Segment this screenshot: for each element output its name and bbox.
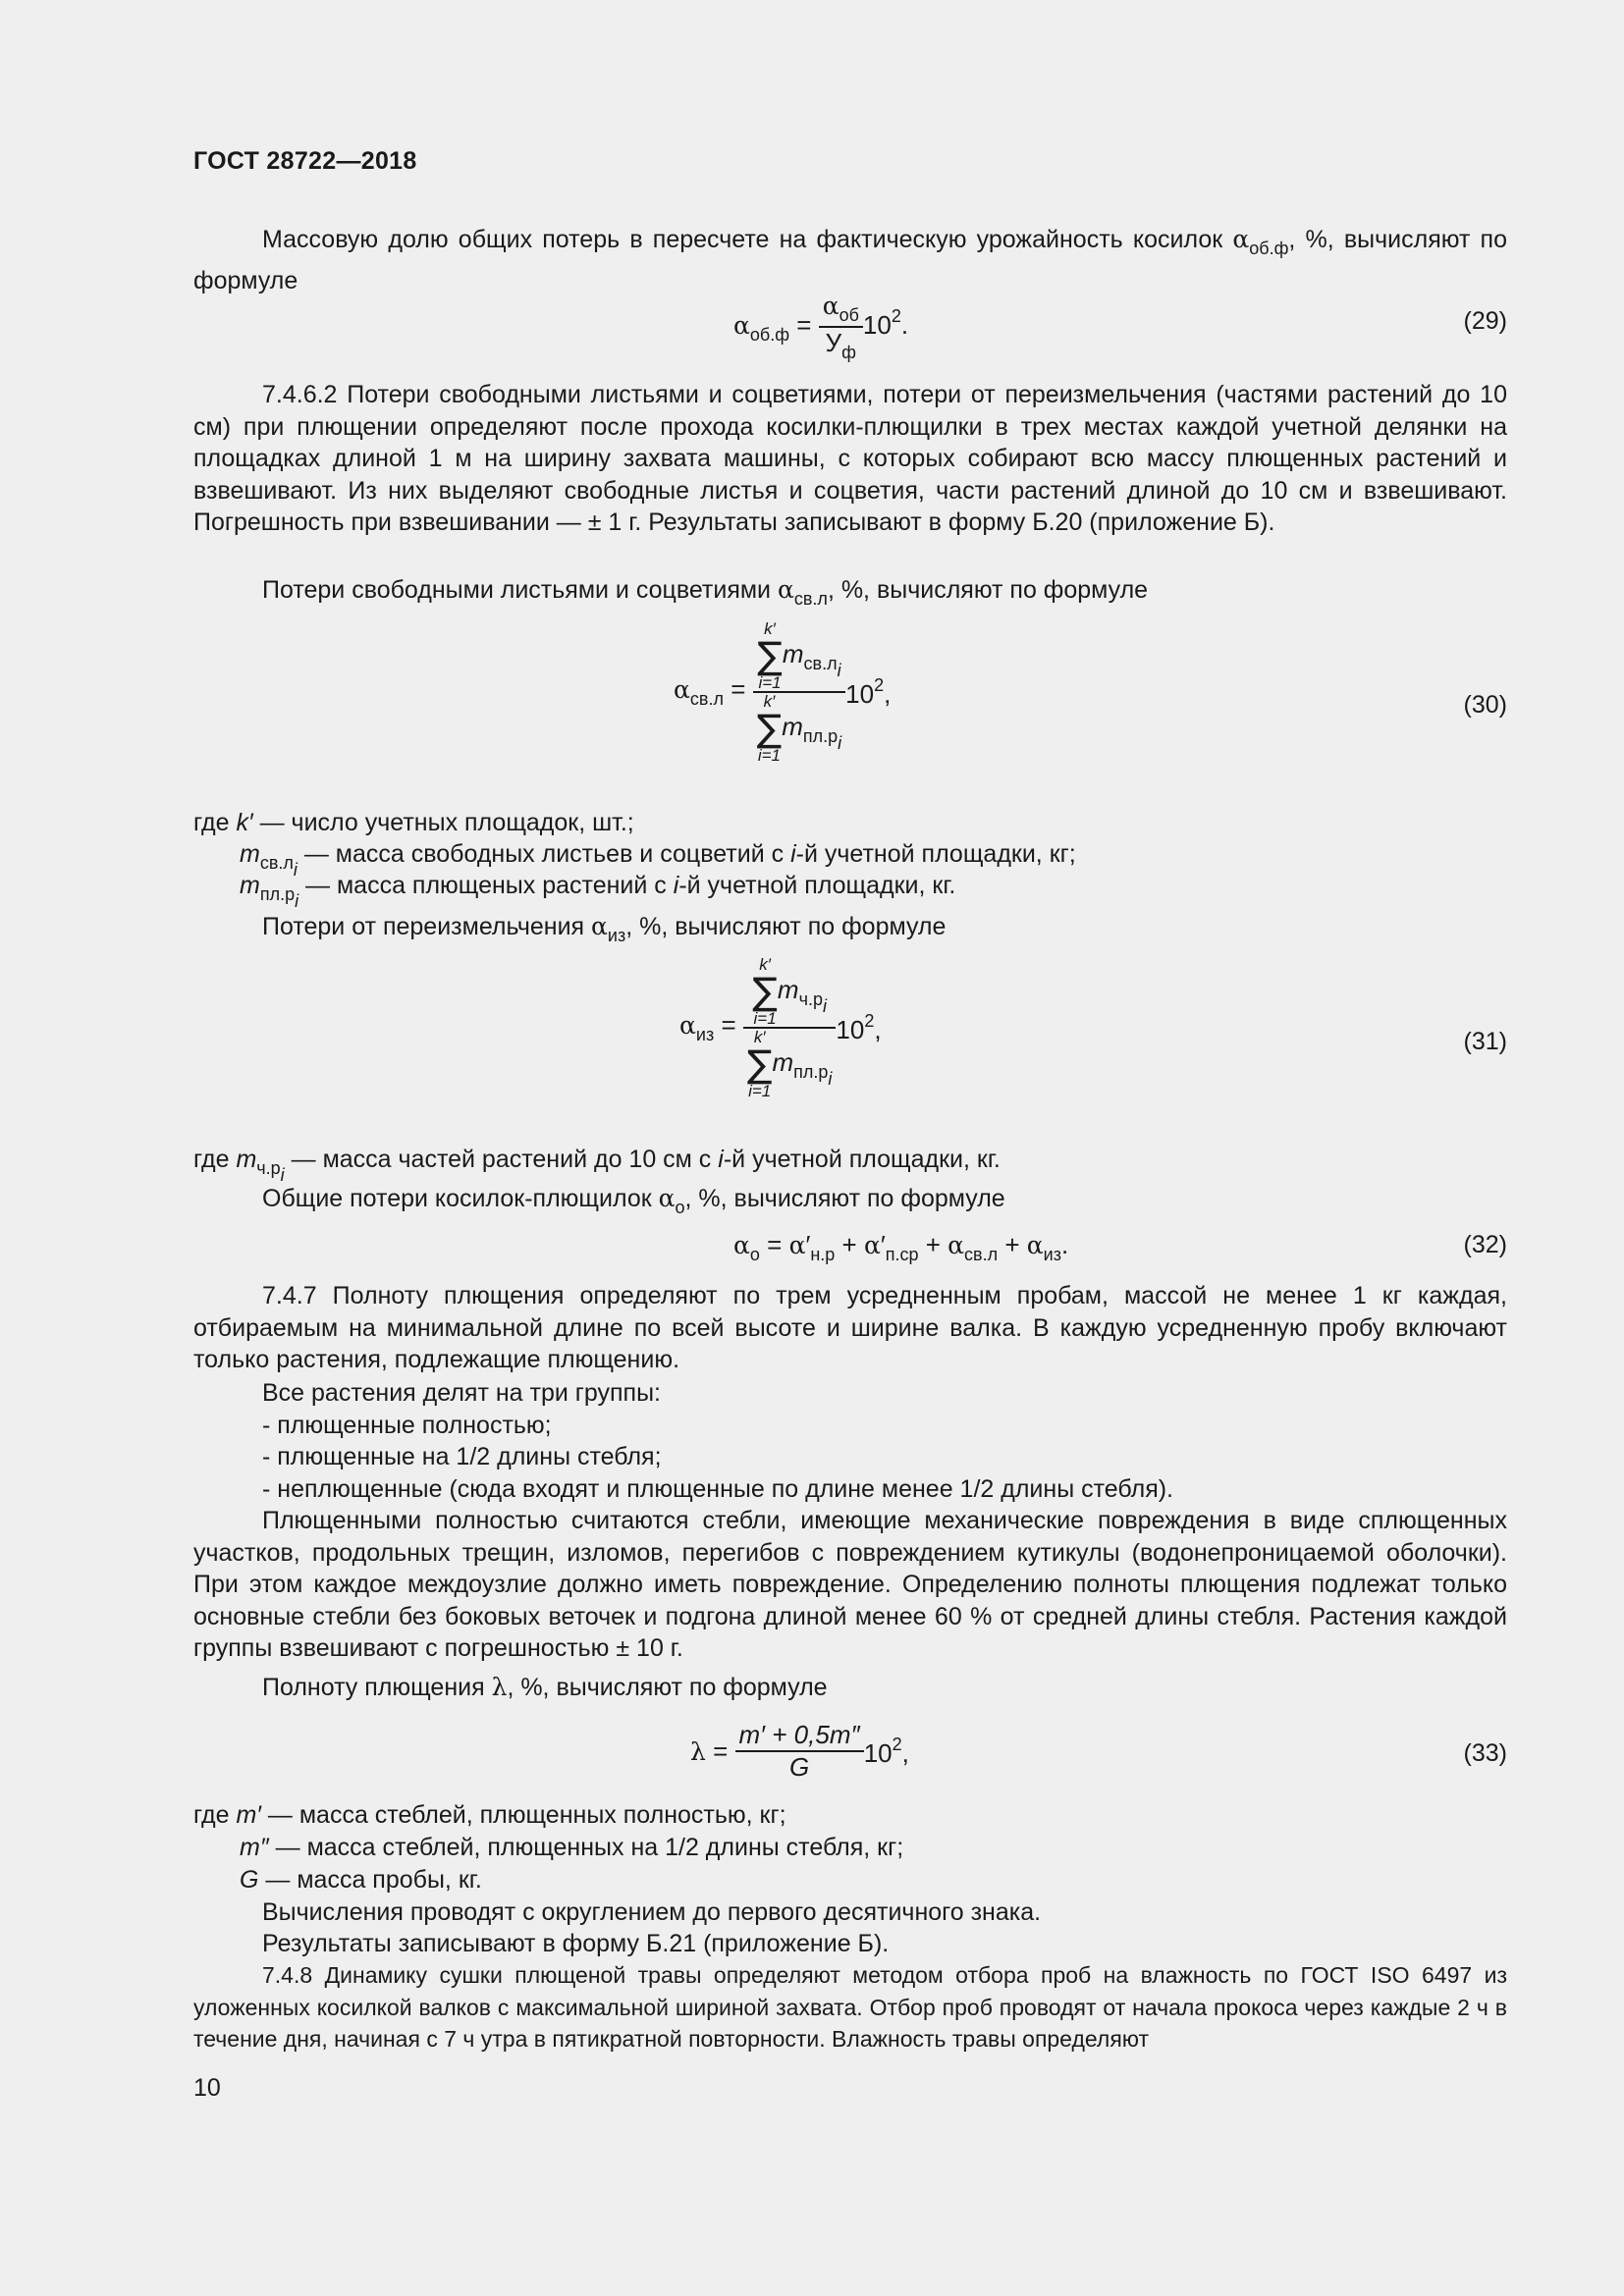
where-label: где — [193, 1146, 230, 1173]
mass-symbol: m — [782, 711, 803, 741]
lambda-symbol: λ — [491, 1673, 508, 1701]
definition-text: — масса стеблей, плющенных на 1/2 длины стебля, кг; — [275, 1834, 904, 1861]
index: i — [295, 891, 299, 911]
fraction — [735, 1720, 864, 1783]
alpha-symbol: α — [863, 1231, 881, 1259]
power-base: 10 — [862, 309, 892, 340]
list-item: - плющенные полностью; — [262, 1412, 552, 1439]
alpha-symbol: α — [777, 575, 794, 604]
alpha-symbol: α — [822, 292, 839, 320]
paragraph-747: 7.4.7 Полноту плющения определяют по трем усредненным пробам, массой не менее 1 кг каждая, отбираемым на минимальной длине по всей высоте и ширине валка. В каждую усредненную пробу включают только растения, подлежащие плющению. — [193, 1282, 1507, 1373]
definition-text: — масса плющеных растений с — [305, 872, 667, 899]
superscript: 2 — [891, 305, 901, 326]
superscript: 2 — [892, 1734, 902, 1754]
subscript: об — [839, 305, 859, 325]
sigma-icon: ∑ — [757, 634, 783, 677]
index: i — [822, 995, 827, 1016]
equals-sign: = — [721, 1010, 736, 1040]
lower-limit: i=1 — [753, 1009, 777, 1028]
definition-text: -й учетной площадки, кг. — [678, 872, 956, 899]
where-label: где — [193, 1801, 230, 1829]
subscript: ф — [841, 343, 856, 362]
equation-number: (32) — [1463, 1231, 1507, 1258]
plus-sign: + — [841, 1230, 857, 1259]
fraction — [753, 620, 846, 764]
index: i — [280, 1165, 285, 1185]
subscript: н.р — [810, 1245, 836, 1264]
subscript: св.л — [689, 689, 724, 709]
alpha-symbol: α — [658, 1184, 676, 1212]
sum-operator — [757, 693, 783, 764]
punctuation: , — [901, 1737, 909, 1768]
index: i — [790, 840, 796, 868]
paragraph-7462: 7.4.6.2 Потери свободными листьями и соцветиями, потери от переизмельчения (частями растений до 10 см) при плющении определяют после прохода косилки-плющилки в трех местах каждой учетной делянки на площадках длиной 1 м на ширину захвата машины, с которых собирают всю массу плющенных растений и взвешивают. Из них выделяют свободные листья и соцветия, части растений длиной до 10 см и взвешивают. Погрешность при взвешивании — ± 1 г. Результаты записывают в форму Б.20 (приложение Б). — [193, 381, 1507, 536]
fraction — [743, 956, 837, 1099]
paragraph-text: Полноту плющения — [262, 1674, 485, 1701]
mass-symbol: m — [240, 872, 260, 899]
index: i — [837, 660, 841, 680]
upper-limit: k′ — [763, 692, 776, 711]
mass-symbol: m — [772, 1046, 794, 1077]
variable: k′ — [236, 809, 253, 836]
paragraph-completeness — [262, 1672, 1576, 1703]
subscript: ч.р — [798, 988, 823, 1009]
definition-text: — число учетных площадок, шт.; — [259, 809, 634, 836]
index: i — [838, 732, 842, 753]
lower-limit: i=1 — [758, 673, 782, 692]
alpha-symbol: α — [947, 1231, 965, 1259]
subscript: об.ф — [749, 324, 790, 345]
where-label: где — [193, 809, 230, 836]
equation-number: (33) — [1463, 1739, 1507, 1767]
sum-operator — [747, 1029, 773, 1099]
list-intro: Все растения делят на три группы: — [262, 1379, 661, 1407]
subscript: из — [1043, 1245, 1061, 1264]
paragraph-text: Общие потери косилок-плющилок — [262, 1185, 652, 1212]
page-header: ГОСТ 28722—2018 — [193, 147, 417, 175]
subscript: пл.р — [793, 1061, 829, 1082]
subscript: из — [607, 926, 626, 945]
list-item: - неплющенные (сюда входят и плющенные по длине менее 1/2 длины стебля). — [262, 1475, 1174, 1503]
power-base: 10 — [845, 678, 875, 709]
where-m-plr — [240, 870, 1553, 917]
index: i — [293, 860, 298, 880]
alpha-symbol: α — [733, 1231, 750, 1259]
index: i — [828, 1068, 833, 1089]
alpha-symbol: α — [1232, 225, 1250, 253]
where-k — [193, 807, 1507, 838]
equals-sign: = — [731, 674, 746, 704]
plus-sign: + — [1004, 1230, 1020, 1259]
paragraph-text: , %, вычисляют по формуле — [684, 1185, 1005, 1212]
prime-mark: ′ — [880, 1230, 886, 1259]
formula-30 — [674, 620, 891, 764]
index: i — [718, 1146, 724, 1173]
variable: G — [240, 1866, 259, 1894]
equals-sign: = — [796, 309, 812, 340]
formula-29 — [733, 291, 908, 363]
punctuation: , — [874, 1014, 882, 1044]
equation-number: (31) — [1463, 1028, 1507, 1055]
alpha-symbol: α — [1026, 1231, 1044, 1259]
paragraph-total-losses — [262, 1183, 1576, 1223]
upper-limit: k′ — [753, 1028, 766, 1046]
alpha-symbol: α — [679, 1011, 696, 1040]
punctuation: , — [884, 678, 892, 709]
alpha-symbol: α — [591, 912, 608, 940]
numerator: m′ + 0,5m″ — [738, 1720, 860, 1749]
fraction — [819, 291, 863, 363]
mass-symbol: m — [777, 974, 799, 1004]
paragraph-text: , %, вычисляют по формуле — [507, 1674, 828, 1701]
index: i — [673, 872, 679, 899]
equation-number: (30) — [1463, 691, 1507, 719]
lambda-symbol: λ — [690, 1736, 706, 1766]
paragraph-text: Потери от переизмельчения — [262, 913, 585, 940]
equation-number: (29) — [1463, 307, 1507, 335]
alpha-symbol: α — [788, 1231, 806, 1259]
where-g — [240, 1864, 1553, 1896]
subscript: пл.р — [259, 884, 296, 904]
paragraph-rounding: Вычисления проводят с округлением до первого десятичного знака. — [262, 1898, 1042, 1926]
subscript: о — [675, 1198, 685, 1217]
subscript: ч.р — [256, 1158, 281, 1178]
subscript: об.ф — [1249, 239, 1289, 258]
variable: m″ — [240, 1834, 269, 1861]
punctuation: . — [900, 309, 909, 340]
definition-text: — масса свободных листьев и соцветий с — [303, 840, 785, 868]
yield-symbol: У — [825, 328, 842, 357]
formula-33 — [690, 1720, 909, 1783]
where-m-double-prime — [240, 1832, 1553, 1863]
paragraph-text: Потери свободными листьями и соцветиями — [262, 576, 772, 604]
prime-mark: ′ — [805, 1230, 811, 1259]
definition-text: -й учетной площадки, кг. — [723, 1146, 1001, 1173]
paragraph-mass-fraction — [193, 224, 1507, 296]
upper-limit: k′ — [764, 619, 776, 638]
equals-sign: = — [713, 1735, 729, 1766]
paragraph-overgrinding — [262, 911, 1576, 951]
formula-31 — [679, 956, 882, 1099]
definition-text: -й учетной площадки, кг; — [795, 840, 1076, 868]
page-number: 10 — [193, 2074, 221, 2102]
paragraph-loss-leaves — [262, 574, 1576, 614]
alpha-symbol: α — [674, 675, 690, 704]
mass-symbol: m — [240, 840, 260, 868]
subscript: св.л — [259, 853, 294, 873]
subscript: св.л — [964, 1245, 999, 1264]
subscript: из — [695, 1025, 715, 1044]
sigma-icon: ∑ — [752, 970, 778, 1013]
mass-symbol: m — [782, 638, 804, 668]
paragraph-text: , %, вычисляют по формуле — [193, 226, 1508, 294]
variable: m′ — [236, 1801, 261, 1829]
sigma-icon: ∑ — [756, 707, 783, 750]
definition-text: — масса пробы, кг. — [265, 1866, 482, 1894]
list-item: - плющенные на 1/2 длины стебля; — [262, 1443, 662, 1470]
definition-text: — масса стеблей, плющенных полностью, кг; — [267, 1801, 786, 1829]
denominator: G — [735, 1750, 864, 1783]
sigma-icon: ∑ — [746, 1042, 773, 1086]
paragraph-748: 7.4.8 Динамику сушки плющеной травы определяют методом отбора проб на влажность по ГОСТ ISO 6497 из уложенных косилкой валков с максимальной шириной захвата. Отбор проб проводят от начала прокоса через каждые 2 ч в течение дня, начиная с 7 ч утра в пятикратной повторности. Влажность травы определяют — [193, 1962, 1507, 2052]
paragraph-text: , %, вычисляют по формуле — [625, 913, 947, 940]
upper-limit: k′ — [759, 955, 771, 974]
paragraph-text: Массовую долю общих потерь в пересчете на фактическую урожайность косилок — [262, 226, 1223, 253]
equals-sign: = — [767, 1230, 783, 1259]
definition-text: — масса частей растений до 10 см с — [291, 1146, 712, 1173]
paragraph-text: , %, вычисляют по формуле — [827, 576, 1149, 604]
lower-limit: i=1 — [748, 1082, 772, 1100]
power-base: 10 — [863, 1737, 893, 1768]
power-base: 10 — [836, 1014, 865, 1044]
subscript: пл.р — [802, 725, 839, 746]
formula-32 — [733, 1230, 1068, 1265]
superscript: 2 — [874, 674, 885, 695]
subscript: св.л — [793, 589, 828, 609]
subscript: о — [749, 1245, 760, 1264]
subscript: св.л — [803, 653, 838, 673]
punctuation: . — [1060, 1230, 1069, 1259]
alpha-symbol: α — [733, 310, 750, 340]
subscript: п.ср — [885, 1245, 919, 1264]
where-m-prime — [193, 1799, 1507, 1831]
paragraph-full-flattening: Плющенными полностью считаются стебли, имеющие механические повреждения в виде сплющенных участков, продольных трещин, изломов, перегибов с повреждением кутикулы (водонепроницаемой оболочки). При этом каждое междоузлие должно иметь повреждение. Определению полноты плющения подлежат только основные стебли без боковых веточек и подгона длиной менее 60 % от средней длины стебля. Растения каждой группы взвешивают с погрешностью ± 10 г. — [193, 1507, 1507, 1662]
plus-sign: + — [925, 1230, 941, 1259]
superscript: 2 — [864, 1010, 875, 1031]
paragraph-results: Результаты записывают в форму Б.21 (приложение Б). — [262, 1930, 890, 1957]
mass-symbol: m — [236, 1146, 257, 1173]
sum-operator — [752, 956, 778, 1027]
sum-operator — [757, 620, 783, 691]
lower-limit: i=1 — [757, 746, 782, 765]
